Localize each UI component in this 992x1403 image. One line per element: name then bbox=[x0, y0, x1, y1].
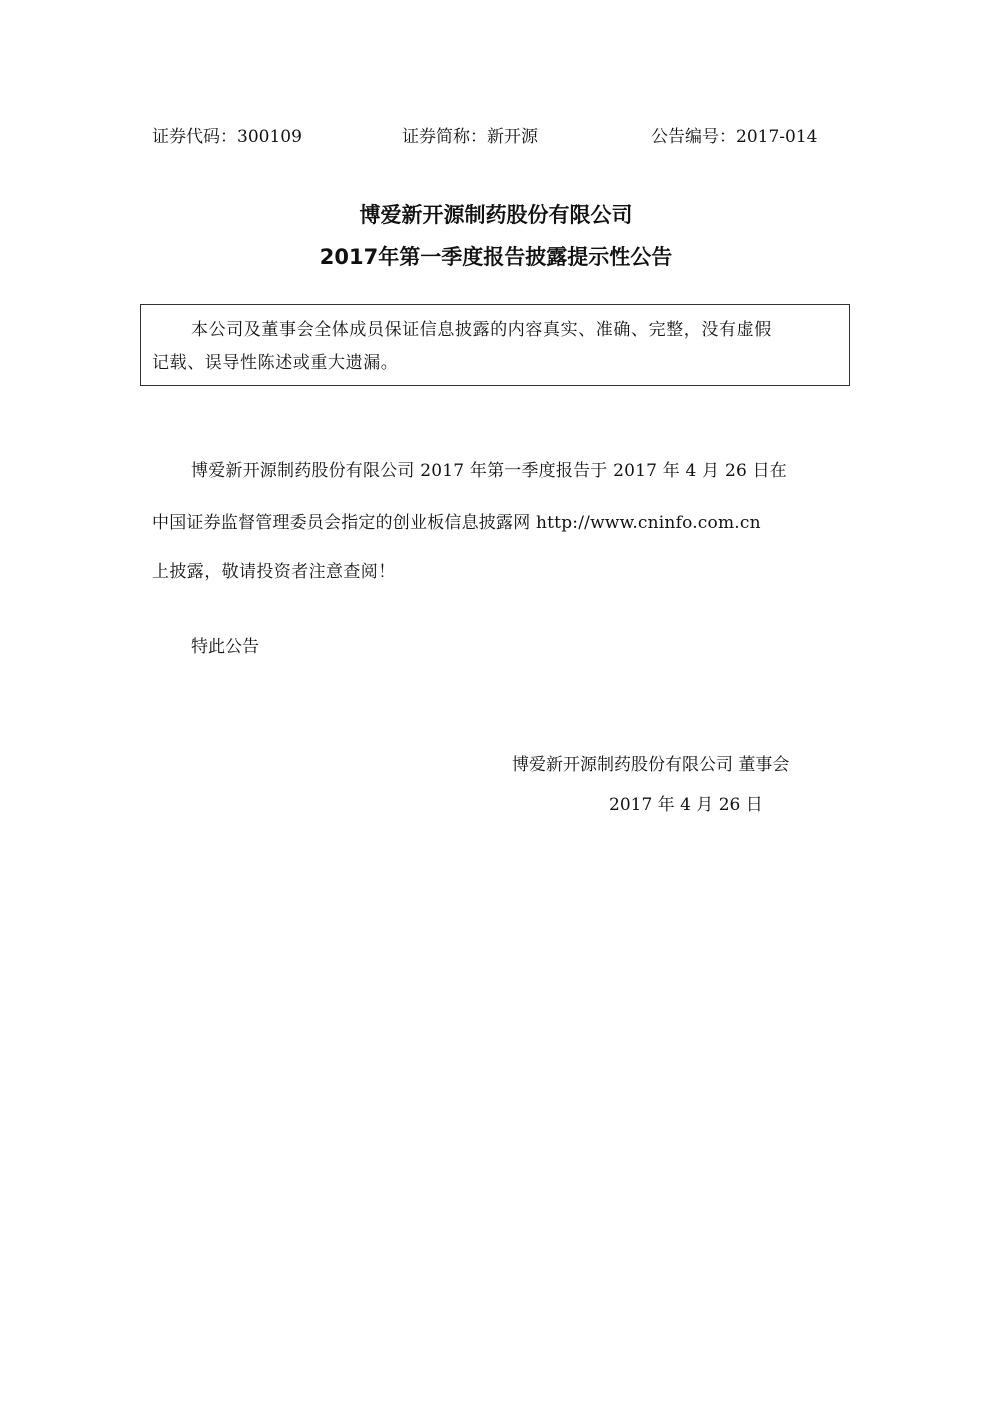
body-paragraph-line-2: 中国证券监督管理委员会指定的创业板信息披露网 http://www.cninfo.com.cn bbox=[152, 513, 761, 533]
stock-code: 证券代码：300109 bbox=[152, 127, 302, 147]
body-paragraph-line-1: 博爱新开源制药股份有限公司 2017 年第一季度报告于 2017 年 4 月 26 日在 bbox=[191, 461, 788, 481]
document-title-company: 博爱新开源制药股份有限公司 bbox=[359, 203, 633, 227]
announcement-number: 公告编号：2017-014 bbox=[651, 127, 818, 147]
document-header bbox=[0, 122, 992, 146]
closing-statement: 特此公告 bbox=[191, 637, 259, 657]
document-title-subject: 2017年第一季度报告披露提示性公告 bbox=[319, 245, 673, 269]
body-paragraph-line-3: 上披露，敬请投资者注意查阅！ bbox=[152, 562, 396, 582]
stock-abbreviation: 证券简称：新开源 bbox=[402, 127, 538, 147]
signature-date: 2017 年 4 月 26 日 bbox=[609, 795, 763, 815]
disclaimer-box bbox=[140, 304, 850, 386]
disclaimer-line-2: 记载、误导性陈述或重大遗漏。 bbox=[152, 353, 399, 373]
signature-company: 博爱新开源制药股份有限公司 董事会 bbox=[512, 755, 790, 775]
disclaimer-line-1: 本公司及董事会全体成员保证信息披露的内容真实、准确、完整，没有虚假 bbox=[191, 320, 772, 340]
